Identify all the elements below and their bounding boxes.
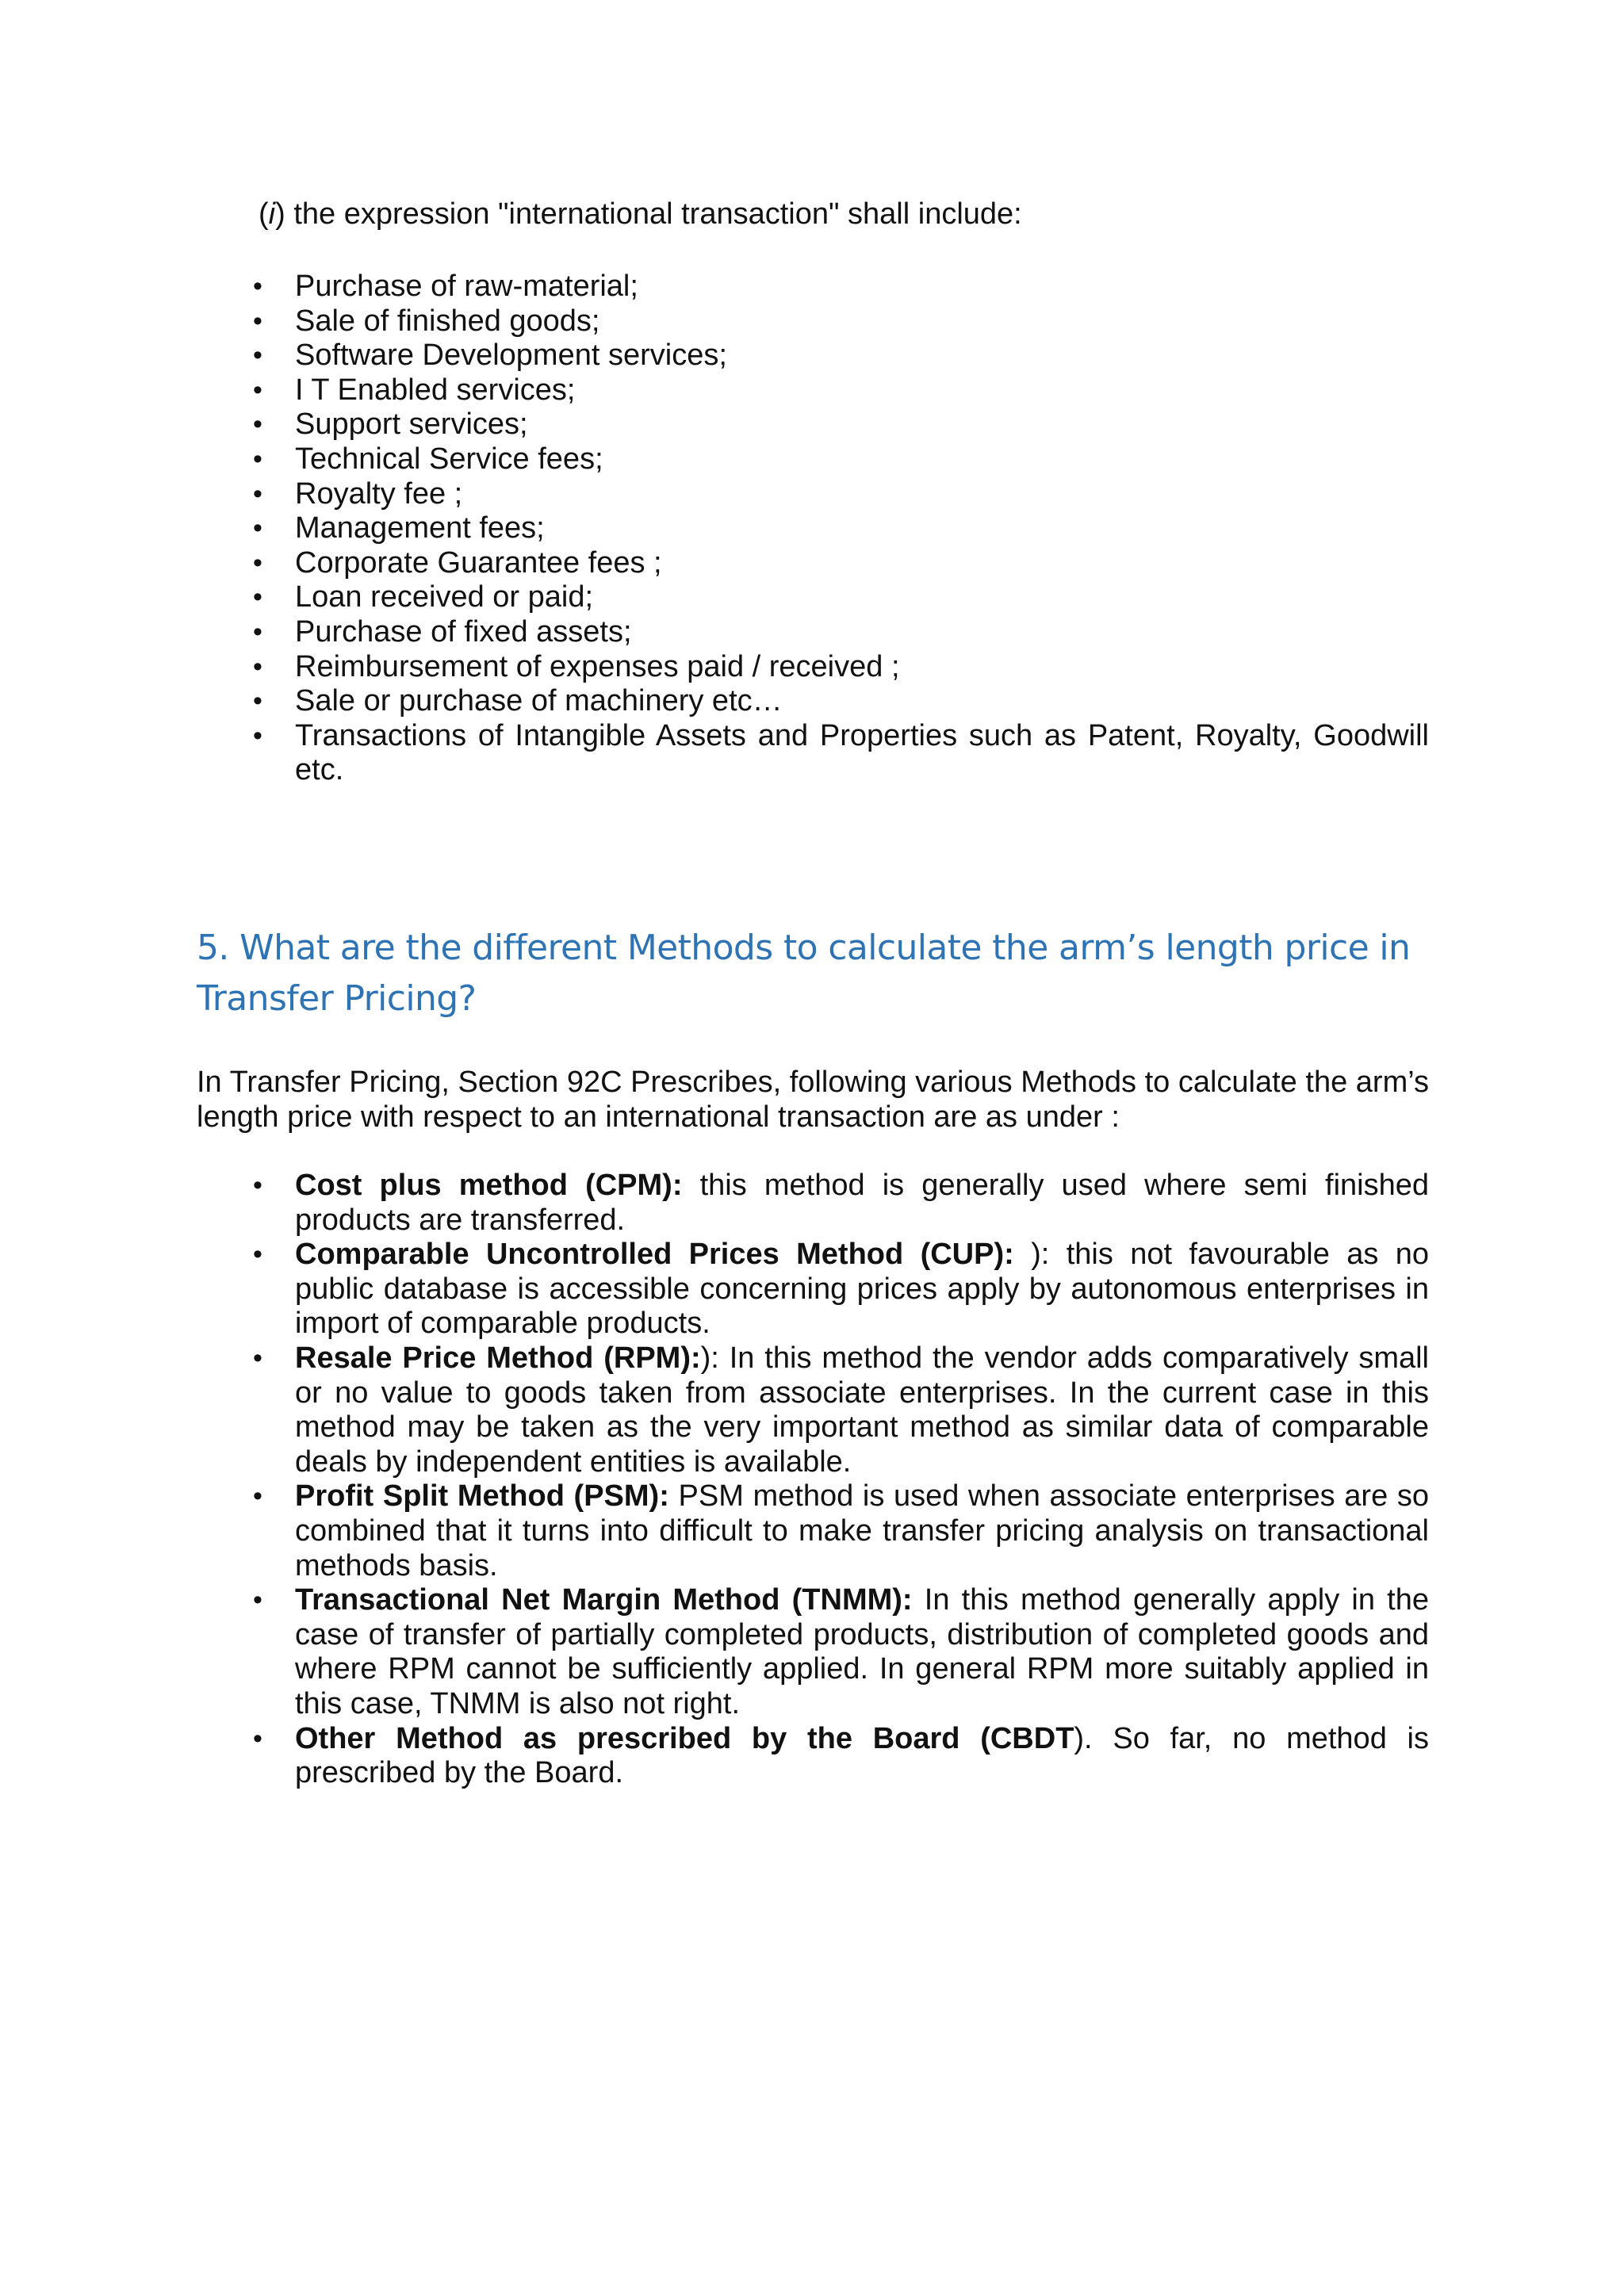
list-item-text: Sale of finished goods; (295, 304, 600, 338)
bullet-icon: • (253, 409, 262, 440)
bullet-icon: • (253, 1723, 262, 1754)
list-item (238, 580, 1429, 615)
section-paragraph: In Transfer Pricing, Section 92C Prescribes, following various Methods to calculate the arm’s length price with respect to an international transaction are as under : (197, 1066, 1429, 1134)
method-term: Cost plus method (CPM): (295, 1169, 683, 1202)
list-item-text: Management fees; (295, 511, 545, 545)
bullet-icon: • (253, 443, 262, 474)
bullet-icon: • (253, 271, 262, 301)
list-item-text: Purchase of raw-material; (295, 270, 638, 303)
list-item (238, 511, 1429, 546)
list-item-text: Corporate Guarantee fees ; (295, 545, 662, 580)
method-description: In this method generally apply in the case of transfer of partially completed products, distribution of completed goods and where RPM cannot be sufficiently applied. In general RPM more suitably applied in this case, TNMM is also not right. (295, 1583, 1430, 1720)
intro-roman-numeral: i (268, 197, 276, 231)
list-item (238, 373, 1429, 408)
method-description: ): In this method the vendor adds comparatively small or no value to goods taken from associate enterprises. In the current case in this method may be taken as the very important method as similar data of comparable deals by independent entities is available. (295, 1341, 1429, 1479)
transaction-list (238, 270, 1429, 788)
list-item-text: Reimbursement of expenses paid / received ; (295, 649, 900, 683)
intro-line (259, 197, 1022, 232)
list-item (238, 408, 1429, 442)
bullet-icon: • (253, 513, 262, 544)
method-term: Other Method as prescribed by the Board (CBDT (295, 1721, 1074, 1755)
bullet-icon: • (253, 616, 262, 647)
bullet-icon: • (253, 1481, 262, 1512)
bullet-icon: • (253, 686, 262, 717)
list-item-text: Technical Service fees; (295, 442, 603, 476)
bullet-icon: • (253, 1239, 262, 1270)
intro-text: ) the expression "international transaction" shall include: (275, 197, 1022, 231)
bullet-icon: • (253, 720, 262, 751)
list-item-text: Transactions of Intangible Assets and Properties such as Patent, Royalty, Goodwill etc. (295, 718, 1429, 787)
list-item (238, 304, 1429, 339)
list-item (238, 442, 1429, 477)
methods-list (238, 1169, 1429, 1791)
list-item-text: Royalty fee ; (295, 476, 463, 511)
method-description: this method is generally used where semi finished products are transferred. (295, 1169, 1429, 1237)
list-item-text: Software Development services; (295, 339, 727, 373)
list-item-text: Purchase of fixed assets; (295, 614, 632, 649)
method-description: ). So far, no method is prescribed by the Board. (295, 1721, 1429, 1790)
method-term: Profit Split Method (PSM): (295, 1479, 669, 1513)
method-item-rpm (238, 1341, 1429, 1479)
list-item (238, 270, 1429, 304)
list-item-text: Loan received or paid; (295, 580, 594, 614)
list-item (238, 477, 1429, 512)
bullet-icon: • (253, 305, 262, 336)
method-item-psm (238, 1479, 1429, 1583)
list-item (238, 546, 1429, 581)
method-term: Resale Price Method (RPM): (295, 1341, 701, 1375)
method-item-tnmm (238, 1583, 1429, 1721)
bullet-icon: • (253, 478, 262, 509)
method-description: ): this not favourable as no public database is accessible concerning prices apply by autonomous enterprises in import of comparable products. (295, 1238, 1430, 1341)
method-item-cpm (238, 1169, 1429, 1238)
list-item (238, 719, 1429, 788)
list-item-text: Support services; (295, 408, 528, 442)
method-item-other (238, 1722, 1429, 1791)
intro-prefix: ( (259, 197, 269, 231)
list-item (238, 339, 1429, 373)
list-item (238, 615, 1429, 650)
bullet-icon: • (253, 582, 262, 613)
bullet-icon: • (253, 374, 262, 405)
bullet-icon: • (253, 340, 262, 371)
section-heading: 5. What are the different Methods to calculate the arm’s length price in Transfer Pricing? (197, 928, 1411, 1019)
bullet-icon: • (253, 547, 262, 578)
bullet-icon: • (253, 651, 262, 682)
method-item-cup (238, 1238, 1429, 1341)
list-item-text: I T Enabled services; (295, 373, 576, 407)
list-item (238, 650, 1429, 685)
bullet-icon: • (253, 1585, 262, 1616)
bullet-icon: • (253, 1170, 262, 1200)
method-term: Transactional Net Margin Method (TNMM): (295, 1583, 913, 1617)
method-term: Comparable Uncontrolled Prices Method (CUP): (295, 1238, 1014, 1272)
bullet-icon: • (253, 1342, 262, 1373)
method-description: PSM method is used when associate enterprises are so combined that it turns into difficult to make transfer pricing analysis on transactional methods basis. (295, 1479, 1429, 1582)
list-item (238, 684, 1429, 719)
list-item-text: Sale or purchase of machinery etc… (295, 684, 783, 718)
